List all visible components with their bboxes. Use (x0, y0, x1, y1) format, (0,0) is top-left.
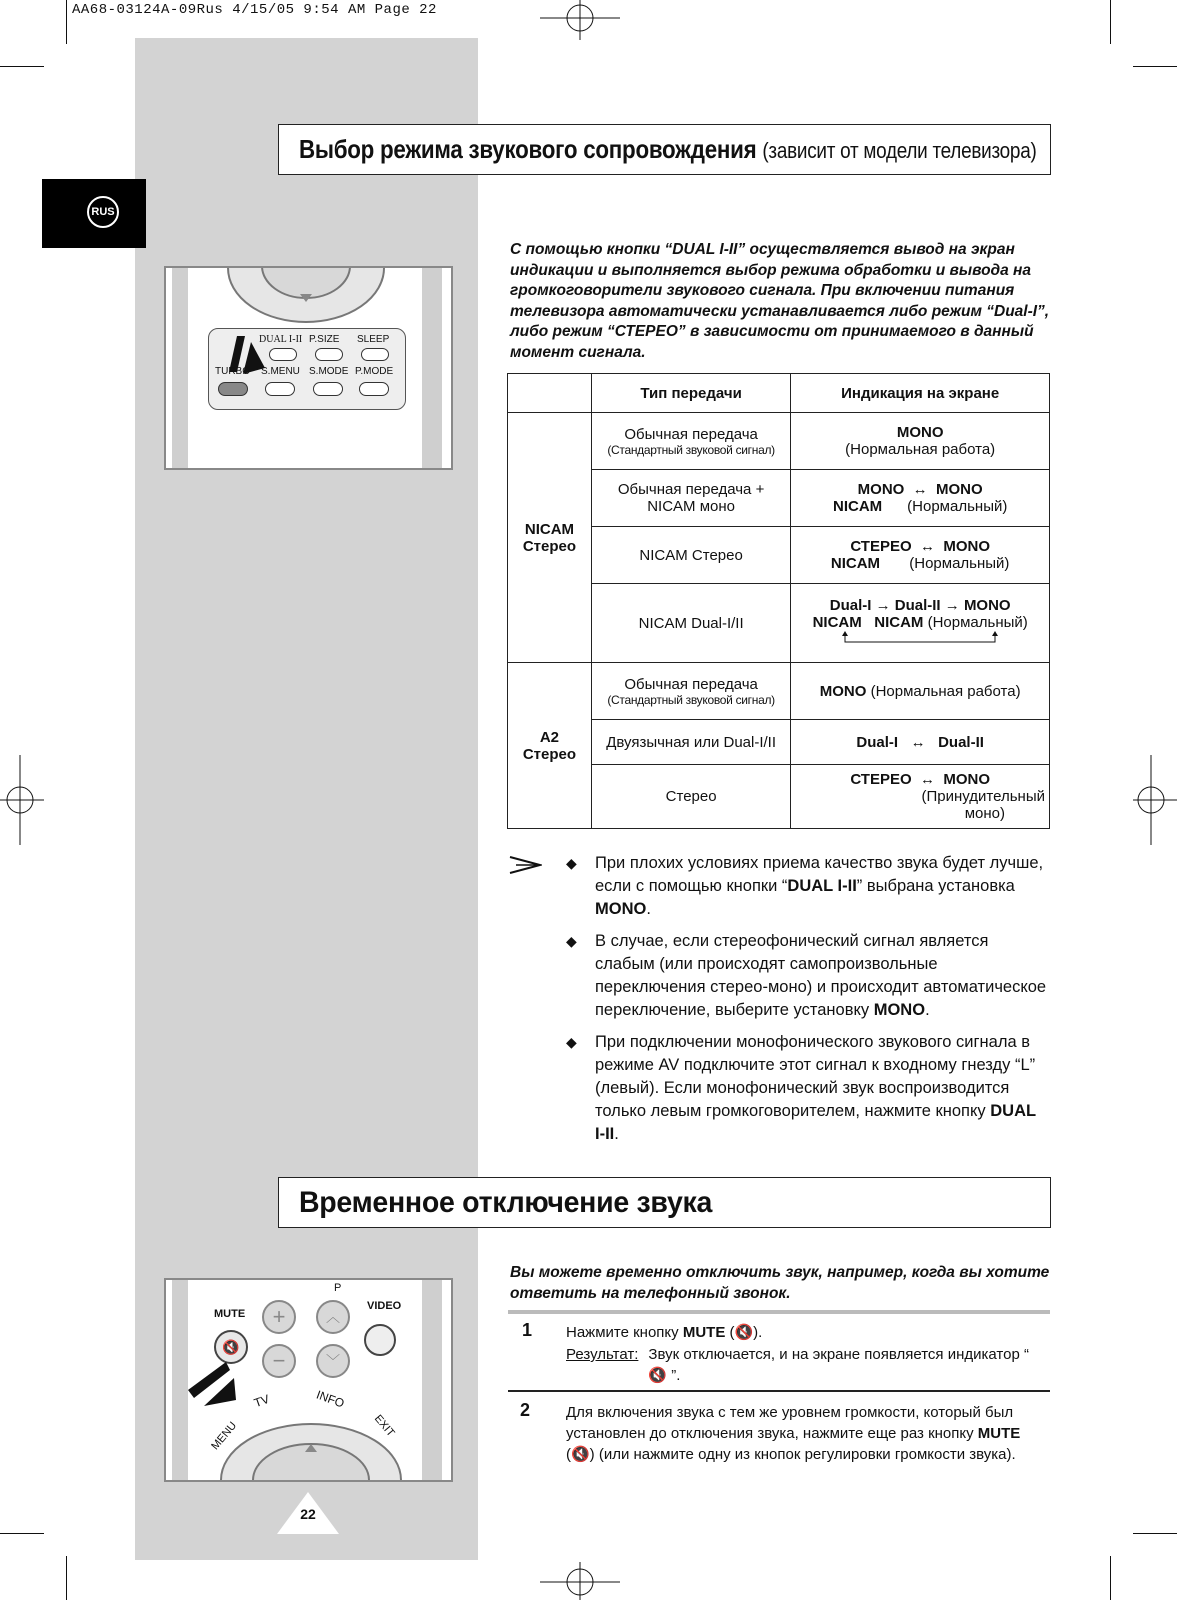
cycle-arrow-icon (835, 631, 1005, 645)
psize-button-label: P.SIZE (309, 334, 340, 345)
section-title: Выбор режима звукового сопровождения (зависит от модели телевизора) (299, 134, 1037, 164)
remote-illustration-mute (164, 1278, 453, 1482)
video-button (364, 1324, 396, 1356)
info-label: INFO (314, 1387, 347, 1411)
language-tab (42, 179, 146, 248)
volume-down-button: − (262, 1344, 296, 1378)
smenu-button (265, 382, 295, 396)
smode-button-label: S.MODE (309, 366, 349, 377)
result-text: Звук отключается, и на экране появляется индикатор “ 🔇 ”. (648, 1346, 1029, 1384)
display-cell: СТЕРЕО ↔ MONO NICAM (Нормальный) (791, 527, 1050, 584)
display-cell: MONO (Нормальная работа) (791, 663, 1050, 720)
menu-label: MENU (209, 1419, 240, 1453)
dual-button (269, 348, 297, 361)
section-title-box (278, 124, 1051, 175)
display-cell: СТЕРЕО ↔ MONO (Принудительный моно) (791, 765, 1050, 829)
sleep-button (361, 348, 389, 361)
type-cell: Обычная передача (Стандартный звуковой сигнал) (591, 413, 790, 470)
note-arrow-icon (508, 855, 542, 875)
group-cell-a2: A2 Стерео (508, 663, 592, 829)
channel-down-button: ﹀ (316, 1344, 350, 1378)
note-item: ◆ При плохих условиях приема качество звука будет лучше, если с помощью кнопки “DUAL I-II” выбрана установка MONO. (566, 854, 1044, 918)
table-header-row (508, 374, 1050, 413)
note-item: ◆ В случае, если стереофонический сигнал является слабым (или происходят самопроизвольные переключения стерео-моно) и происходит автоматическое переключение, выберите установку MONO. (566, 932, 1047, 1019)
result-label: Результат: (566, 1346, 639, 1363)
display-cell: Dual-I ↔ Dual-II (791, 720, 1050, 765)
bullet-icon: ◆ (566, 1034, 577, 1050)
table-header (508, 374, 592, 413)
divider (508, 1310, 1050, 1314)
table-row (508, 413, 1050, 470)
volume-up-button: + (262, 1300, 296, 1334)
crop-mark (0, 66, 44, 67)
step-text: Нажмите кнопку MUTE (🔇). (566, 1324, 763, 1341)
section-title-note: (зависит от модели телевизора) (762, 138, 1037, 163)
type-cell: NICAM Dual-I/II (591, 584, 790, 663)
dual-button-label: DUAL I-II (259, 334, 303, 345)
mute-label: MUTE (214, 1308, 246, 1320)
video-label: VIDEO (367, 1300, 402, 1312)
pmode-button (359, 382, 389, 396)
registration-mark (540, 1562, 620, 1600)
group-cell-nicam: NICAM Стерео (508, 413, 592, 663)
channel-label: P (334, 1282, 342, 1294)
step-number: 2 (520, 1400, 531, 1420)
turbo-button (218, 382, 248, 396)
step-result (566, 1344, 1050, 1386)
display-cell: MONO ↔ MONO NICAM (Нормальный) (791, 470, 1050, 527)
print-header: AA68-03124A-09Rus 4/15/05 9:54 AM Page 22 (72, 2, 437, 18)
table-header: Индикация на экране (791, 374, 1050, 413)
note-item: ◆ При подключении монофонического звукового сигнала в режиме AV подключите этот сигнал к входному гнезду “L” (левый). Если монофонический звук воспроизводится только левым громкоговорителем, нажмите кнопку DUAL I-II. (566, 1033, 1036, 1143)
type-cell: Двуязычная или Dual-I/II (591, 720, 790, 765)
bullet-icon: ◆ (566, 855, 577, 871)
step-text: Для включения звука с тем же уровнем громкости, который был установлен до отключения звука, нажмите еще раз кнопку MUTE (🔇) (или нажмите одну из кнопок регулировки громкости звука). (566, 1404, 1021, 1463)
turbo-button-label: TURBO (215, 366, 250, 377)
exit-label: EXIT (371, 1412, 397, 1440)
table-header: Тип передачи (591, 374, 790, 413)
pmode-button-label: P.MODE (355, 366, 394, 377)
channel-up-button: ︿ (316, 1300, 350, 1334)
table-row (508, 663, 1050, 720)
type-cell: NICAM Стерео (591, 527, 790, 584)
display-cell: MONO (Нормальная работа) (791, 413, 1050, 470)
type-cell: Стерео (591, 765, 790, 829)
registration-mark (1133, 755, 1177, 845)
mute-button: 🔇 (214, 1330, 248, 1364)
divider (508, 1390, 1050, 1392)
crop-mark (1133, 66, 1177, 67)
page-number: 22 (300, 1506, 316, 1522)
crop-mark (0, 1533, 44, 1534)
language-badge: RUS (87, 196, 119, 228)
section-title: Временное отключение звука (299, 1185, 713, 1219)
type-cell: Обычная передача + NICAM моно (591, 470, 790, 527)
section-intro: С помощью кнопки “DUAL I-II” осуществляется вывод на экран индикации и выполняется выбор режима обработки и вывода на громкоговорители звукового сигнала. При включении питания телевизора автоматически устанавливается либо режим “Dual-I”, либо режим “СТЕРЕО” в зависимости от принимаемого в данный момент сигнала. (510, 241, 1050, 361)
sleep-button-label: SLEEP (357, 334, 390, 345)
crop-mark (1110, 0, 1111, 44)
smenu-button-label: S.MENU (261, 366, 300, 377)
sound-mode-table (507, 373, 1050, 829)
section-title-box (278, 1177, 1051, 1228)
remote-illustration-dual (164, 266, 453, 470)
crop-mark (66, 0, 67, 44)
registration-mark (540, 0, 620, 40)
crop-mark (1110, 1556, 1111, 1600)
type-cell: Обычная передача (Стандартный звуковой сигнал) (591, 663, 790, 720)
crop-mark (66, 1556, 67, 1600)
smode-button (313, 382, 343, 396)
bullet-icon: ◆ (566, 933, 577, 949)
crop-mark (1133, 1533, 1177, 1534)
nav-pad-icon (226, 266, 386, 328)
tv-label: TV (252, 1391, 272, 1411)
psize-button (315, 348, 343, 361)
step-number: 1 (522, 1320, 533, 1340)
nav-ring-icon (216, 1400, 406, 1480)
display-cell: Dual-I → Dual-II → MONO NICAM NICAM (Нормальный) (791, 584, 1050, 663)
registration-mark (0, 755, 44, 845)
section-intro: Вы можете временно отключить звук, например, когда вы хотите ответить на телефонный звонок. (510, 1264, 1050, 1302)
